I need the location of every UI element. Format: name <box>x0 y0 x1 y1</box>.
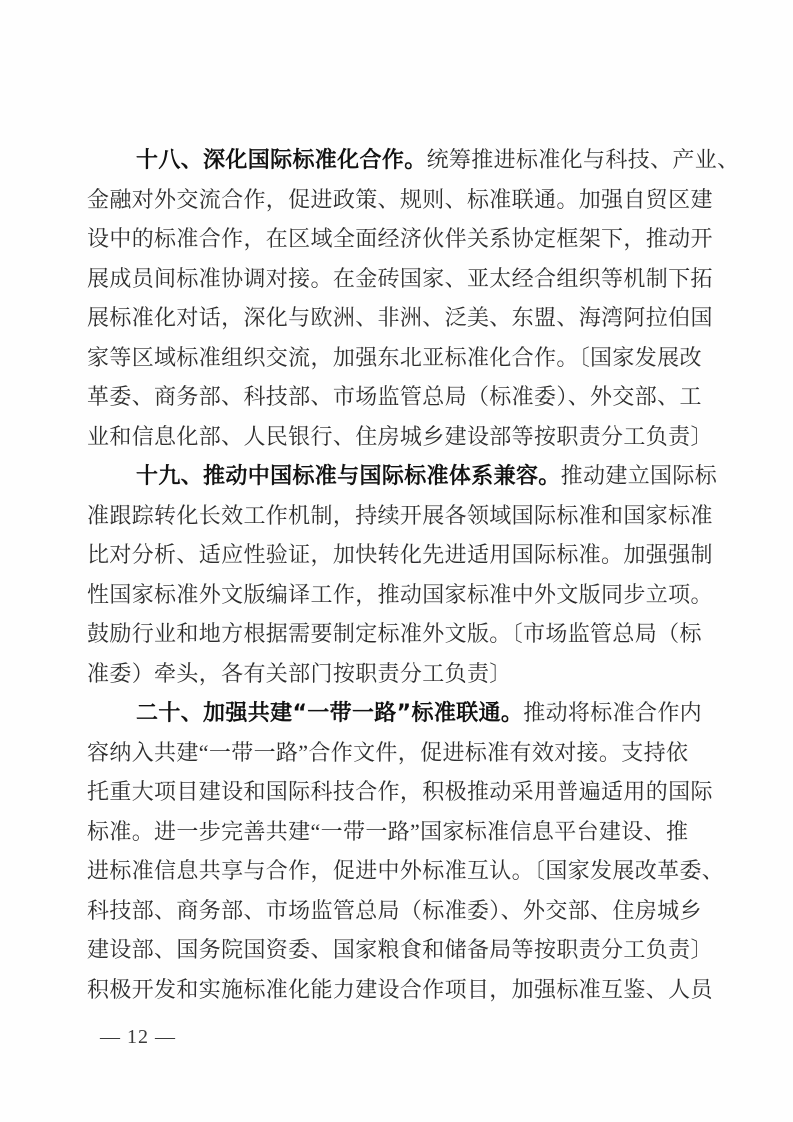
document-body <box>87 140 740 1009</box>
text-line <box>87 298 727 338</box>
text-line <box>87 891 727 931</box>
line-text: 托重大项目建设和国际科技合作，积极推动采用普遍适用的国际 <box>87 779 713 804</box>
text-line <box>87 456 727 496</box>
text-line <box>87 180 727 220</box>
text-line <box>87 930 727 970</box>
page-number: — 12 — <box>100 1026 176 1048</box>
line-text: 统筹推进标准化与科技、产业、 <box>426 147 740 172</box>
line-text: 准委）牵头，各有关部门按职责分工负责〕 <box>87 660 512 686</box>
text-line <box>87 417 727 457</box>
line-text: 金融对外交流合作，促进政策、规则、标准联通。加强自贸区建 <box>87 186 713 212</box>
text-line <box>87 654 727 694</box>
line-text: 革委、商务部、科技部、市场监管总局（标准委）、外交部、工 <box>87 384 702 409</box>
section-heading: 十九、推动中国标准与国际标准体系兼容。 <box>136 464 561 489</box>
line-text: 性国家标准外文版编译工作，推动国家标准中外文版同步立项。 <box>87 581 713 607</box>
line-text: 容纳入共建“一带一路”合作文件，促进标准有效对接。支持依 <box>87 739 689 765</box>
text-line <box>87 377 727 417</box>
line-text: 展标准化对话，深化与欧洲、非洲、泛美、东盟、海湾阿拉伯国 <box>87 305 713 330</box>
paragraph-19 <box>87 456 727 693</box>
text-line <box>87 614 727 654</box>
line-text: 设中的标准合作，在区域全面经济伙伴关系协定框架下，推动开 <box>87 226 713 251</box>
section-heading: 二十、加强共建“一带一路”标准联通。 <box>136 701 524 726</box>
text-line <box>87 259 727 299</box>
line-text: 标准。进一步完善共建“一带一路”国家标准信息平台建设、推 <box>87 818 689 844</box>
text-line <box>87 575 727 615</box>
line-text: 进标准信息共享与合作，促进中外标准互认。〔国家发展改革委、 <box>87 858 725 883</box>
line-text: 建设部、国务院国资委、国家粮食和储备局等按职责分工负责〕 <box>87 937 713 962</box>
text-line <box>87 496 727 536</box>
text-line <box>87 851 727 891</box>
text-line <box>87 812 727 852</box>
line-text: 推动建立国际标 <box>560 463 718 488</box>
line-text: 比对分析、适应性验证，加快转化先进适用国际标准。加强强制 <box>87 542 713 567</box>
line-text: 家等区域标准组织交流，加强东北亚标准化合作。〔国家发展改 <box>87 344 702 370</box>
text-line <box>87 772 727 812</box>
line-text: 准跟踪转化长效工作机制，持续开展各领域国际标准和国家标准 <box>87 502 713 528</box>
line-text: 科技部、商务部、市场监管总局（标准委）、外交部、住房城乡 <box>87 897 702 923</box>
line-text: 推动将标准合作内 <box>523 700 703 725</box>
text-line <box>87 535 727 575</box>
text-line <box>87 970 727 1010</box>
section-heading: 十八、深化国际标准化合作。 <box>136 148 427 173</box>
text-line <box>87 733 727 773</box>
line-text: 展成员间标准协调对接。在金砖国家、亚太经合组织等机制下拓 <box>87 265 713 291</box>
line-text: 鼓励行业和地方根据需要制定标准外文版。〔市场监管总局（标 <box>87 621 702 646</box>
text-line <box>87 693 727 733</box>
paragraph-20 <box>87 693 727 1009</box>
line-text: 积极开发和实施标准化能力建设合作项目，加强标准互鉴、人员 <box>87 976 713 1002</box>
text-line <box>87 219 727 259</box>
text-line <box>87 338 727 378</box>
line-text: 业和信息化部、人民银行、住房城乡建设部等按职责分工负责〕 <box>87 423 713 449</box>
text-line <box>87 140 740 180</box>
paragraph-18 <box>87 140 740 456</box>
